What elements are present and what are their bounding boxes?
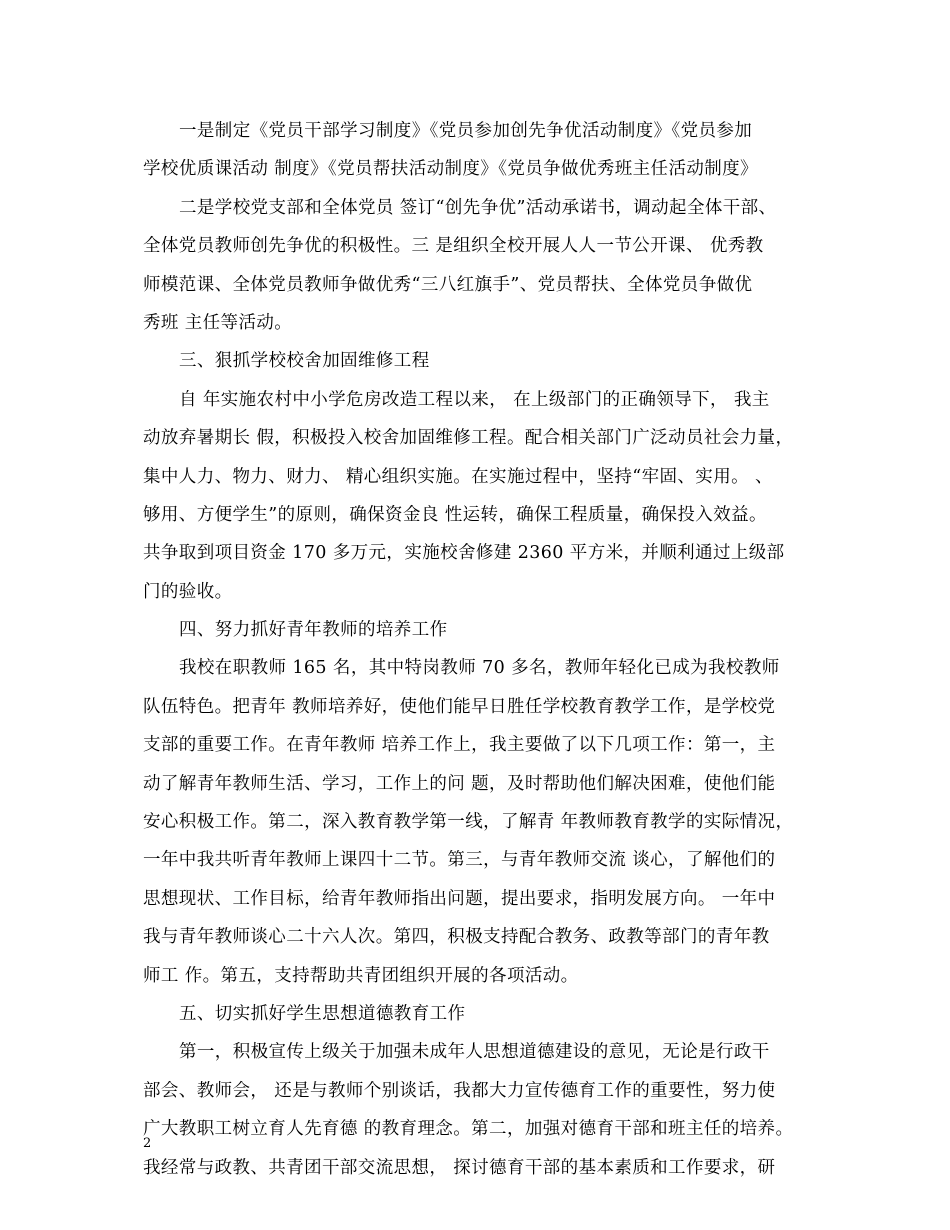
text-line: 部会、教师会， 还是与教师个别谈话，我都大力宣传德育工作的重要性，努力使	[143, 1080, 776, 1101]
text-line: 我与青年教师谈心二十六人次。第四，积极支持配合教务、政教等部门的青年教	[143, 927, 770, 948]
text-line: 动放弃暑期长 假，积极投入校舍加固维修工程。配合相关部门广泛动员社会力量，	[143, 428, 794, 449]
text-line: 广大教职工树立育人先育德 的教育理念。第二，加强对德育干部和班主任的培养。	[143, 1119, 794, 1140]
section-heading: 四、努力抓好青年教师的培养工作	[179, 620, 448, 641]
text-line: 秀班 主任等活动。	[143, 312, 293, 333]
text-line: 集中人力、物力、财力、 精心组织实施。在实施过程中，坚持“牢固、实用。 、	[143, 466, 773, 487]
section-heading: 五、切实抓好学生思想道德教育工作	[179, 1003, 466, 1024]
text-line: 第一，积极宣传上级关于加强未成年人思想道德建设的意见，无论是行政干	[179, 1042, 770, 1063]
text-line: 够用、方便学生”的原则，确保资金良 性运转，确保工程质量，确保投入效益。	[143, 504, 767, 525]
text-line: 师模范课、全体党员教师争做优秀“三八红旗手”、党员帮扶、全体党员争做优	[143, 274, 753, 295]
text-line: 共争取到项目资金 170 多万元，实施校舍修建 2360 平方米，并顺利通过上级部	[143, 543, 785, 564]
text-line: 一是制定《党员干部学习制度》《党员参加创先争优活动制度》《党员参加	[179, 121, 753, 141]
text-line: 动了解青年教师生活、学习，工作上的问 题，及时帮助他们解决困难，使他们能	[143, 773, 776, 794]
text-line: 自 年实施农村中小学危房改造工程以来， 在上级部门的正确领导下， 我主	[179, 389, 770, 410]
text-line: 我经常与政教、共青团干部交流思想， 探讨德育干部的基本素质和工作要求，研	[143, 1157, 776, 1178]
text-line: 支部的重要工作。在青年教师 培养工作上，我主要做了以下几项工作：第一，主	[143, 735, 776, 756]
text-line: 我校在职教师 165 名，其中特岗教师 70 多名，教师年轻化已成为我校教师	[179, 658, 780, 679]
text-line: 学校优质课活动 制度》《党员帮扶活动制度》《党员争做优秀班主任活动制度》	[143, 159, 758, 180]
section-heading: 三、狠抓学校校舍加固维修工程	[179, 351, 430, 372]
text-line: 安心积极工作。第二，深入教育教学第一线，了解青 年教师教育教学的实际情况，	[143, 812, 794, 833]
text-line: 一年中我共听青年教师上课四十二节。第三，与青年教师交流 谈心，了解他们的	[143, 850, 776, 871]
text-line: 二是学校党支部和全体党员 签订“创先争优”活动承诺书，调动起全体干部、	[179, 197, 777, 218]
text-line: 门的验收。	[143, 581, 233, 602]
text-line: 全体党员教师创先争优的积极性。三 是组织全校开展人人一节公开课、 优秀教	[143, 236, 764, 257]
page-number: 2	[143, 1136, 152, 1151]
text-line: 队伍特色。把青年 教师培养好，使他们能早日胜任学校教育教学工作，是学校党	[143, 696, 776, 717]
document-body	[143, 112, 818, 1187]
text-line: 师工 作。第五，支持帮助共青团组织开展的各项活动。	[143, 965, 579, 986]
text-line: 思想现状、工作目标，给青年教师指出问题，提出要求，指明发展方向。 一年中	[143, 888, 776, 909]
